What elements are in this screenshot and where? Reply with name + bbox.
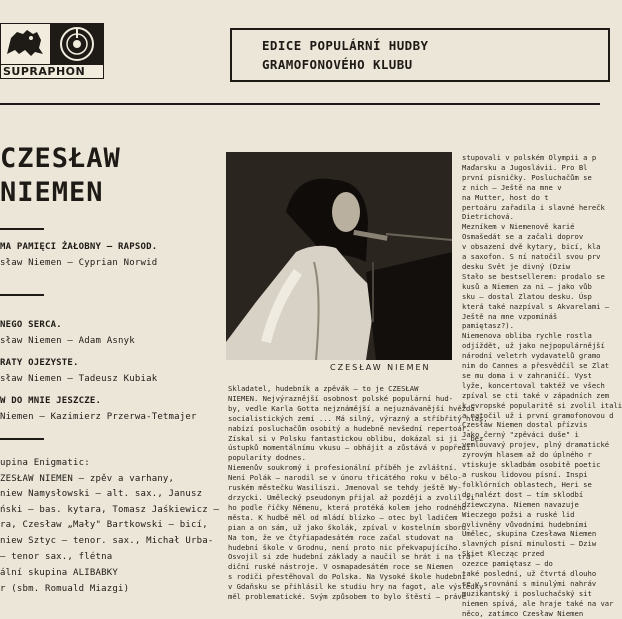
article-line: diční ruské nástroje. V osmapadesátém roce se Niemen xyxy=(228,562,454,572)
article-line: desku Svět je divný (Dziw xyxy=(462,261,571,271)
article-line: Maďarsku a Jugoslávii. Pro Bl xyxy=(462,162,588,172)
article-line: Osmašedát se a začali doprov xyxy=(462,232,584,242)
article-line: Získal si v Polsku fantastickou oblibu, dokázal si ji – bez xyxy=(228,433,484,443)
article-line: do nalézt dost – tím sklodbí xyxy=(462,489,584,499)
article-line: Umělec, skupina Czesława Niemen xyxy=(462,529,597,539)
article-line: města. K hudbě měl od mládí blízko – otec byl ladičem xyxy=(228,512,458,522)
personnel-line-2: niew Namysłowski – alt. sax., Janusz xyxy=(0,489,203,499)
article-line: zpíval se cti také v západních zem xyxy=(462,390,610,400)
track-4-credits: Niemen – Kazimierz Przerwa-Tetmajer xyxy=(0,412,197,422)
article-line: drzycki. Umělecký pseudonym přijal až později a zvolil si xyxy=(228,492,475,502)
artist-last-name: NIEMEN xyxy=(0,177,104,208)
article-line: ovlivněny vůvodními hudebními xyxy=(462,519,588,529)
artist-photo xyxy=(226,152,452,360)
article-line: Skiet Klecząc przed xyxy=(462,549,545,559)
article-line: pian a on sám, už jako školák, zpíval v kostelním sboru. xyxy=(228,522,471,532)
article-line: Osvojil si zde hudební základy a naučil se hrát i na tra- xyxy=(228,552,475,562)
article-line: nabízí posluchačům osobitý a hudebně nevšední repertoár. xyxy=(228,423,471,433)
article-line: Niemenova obliba rychle rostla xyxy=(462,331,592,341)
personnel-line-8: r (sbm. Romuald Miazgi) xyxy=(0,584,130,594)
article-line: popularity dodnes. xyxy=(228,453,306,463)
personnel-line-4: ra, Czesław „Mały" Bartkowski – bicí, xyxy=(0,520,208,530)
article-line: Wieczego požsi a ruské lid xyxy=(462,509,575,519)
article-line: ho podle říčky Němenu, která protéká kolem jeho rodného xyxy=(228,502,466,512)
track-3-credits: sław Niemen – Tadeusz Kubiak xyxy=(0,374,158,384)
article-line: která také nazpíval s Akvarelami – xyxy=(462,301,610,311)
article-line: s rodiči přestěhoval do Polska. Na Vysoké škole hudební xyxy=(228,572,466,582)
article-line: hudební škole v Grodnu, není proto nic překvapujícího. xyxy=(228,542,462,552)
personnel-line-3: ński – bas. kytara, Tomasz Jaśkiewicz – xyxy=(0,505,220,515)
article-line: sku – dostal Zlatou desku. Úsp xyxy=(462,291,592,301)
article-line: Stało se bestsellerem: prodalo se xyxy=(462,271,605,281)
article-line: a saxofon. S ní natočil svou prv xyxy=(462,252,601,262)
article-line: ozezce pamiętasz – do xyxy=(462,559,553,569)
article-line: měl problematické. Svým způsobem to bylo štěstí – právě xyxy=(228,592,466,602)
tracklist-divider-2 xyxy=(0,294,44,296)
track-4-title: W DO MNIE JESZCZE. xyxy=(0,396,102,406)
article-line: odjíždět, už jako nejpopulárnější xyxy=(462,341,605,351)
personnel-line-6: – tenor sax., flétna xyxy=(0,552,113,562)
article-line: Na tom, že ve čtyřiapadesátém roce začal studovat na xyxy=(228,532,454,542)
band-heading: upina Enigmatic: xyxy=(0,458,90,468)
article-line: se v srovnání s minulými nahráv xyxy=(462,578,597,588)
article-line: z nich – Ještě na mne v xyxy=(462,182,562,192)
record-disc-icon xyxy=(51,24,103,64)
article-line: stupovali v polském Olympii a p xyxy=(462,153,597,162)
article-line: pertoáru zařadila i slavné herečk xyxy=(462,202,605,212)
article-line: NIEMEN. Nejvýraznější osobnost polské populární hud- xyxy=(228,393,454,403)
edition-line-1: EDICE POPULÁRNÍ HUDBY xyxy=(262,38,429,53)
article-line: slavných písní minulosti – Dziw xyxy=(462,539,597,549)
personnel-line-1: ZESŁAW NIEMEN – zpěv a varhany, xyxy=(0,474,175,484)
article-line: ruském městečku Wasiliszi. Jmenoval se tehdy ještě Wy- xyxy=(228,483,462,493)
article-line: Ještě na mne vzpomínáš xyxy=(462,311,558,321)
article-line: národní veletrh vydavatelů gramo xyxy=(462,351,601,361)
article-line: na Mutter, host do t xyxy=(462,192,549,202)
artist-name xyxy=(0,142,121,210)
personnel-line-5: niew Sztyc – tenor. sax., Michał Urba- xyxy=(0,536,214,546)
article-line: v obsazení dvě kytary, bicí, kla xyxy=(462,242,601,252)
track-3-title: RATY OJEZYSTE. xyxy=(0,358,79,368)
article-line: vemlouvavý projev, plný dramatické xyxy=(462,440,610,450)
article-line: Niemenův soukromý i profesionální příběh je zvláštní. xyxy=(228,463,458,473)
article-line: Dietrichová. xyxy=(462,212,514,222)
article-column-1 xyxy=(228,384,488,602)
article-line: muzikantský i posluchačský sit xyxy=(462,588,592,598)
article-line: ústupků momentálnímu vkusu – obhájit a zůstává v popředí xyxy=(228,443,471,453)
article-line: by, vedle Karla Gotta nejznámější a nejuznávanější hvězda xyxy=(228,403,475,413)
header-divider xyxy=(0,103,600,105)
tracklist-divider-1 xyxy=(0,228,44,230)
track-1-title: MA PAMIĘCI ŻAŁOBNY – RAPSOD. xyxy=(0,242,158,252)
article-line: Není Polák – narodil se v únoru třicátého roku v bělo- xyxy=(228,473,462,483)
artist-first-name: CZESŁAW xyxy=(0,143,121,174)
article-column-2 xyxy=(462,153,622,619)
track-1-credits: sław Niemen – Cyprian Norwid xyxy=(0,258,158,268)
lion-emblem-icon xyxy=(1,24,51,64)
track-2-title: NEGO SERCA. xyxy=(0,320,62,330)
article-line: a ruskou lidovou písní. Inspi xyxy=(462,470,588,479)
personnel-line-7: ální skupina ALIBABKY xyxy=(0,568,118,578)
supraphon-logo xyxy=(0,23,104,79)
article-line: také poslední, už čtvrtá dlouho xyxy=(462,569,597,579)
article-line: se mu doma i v zahraničí. Vyst xyxy=(462,370,592,380)
article-line: socialistických zemí ... Má silný, výrazný a stříbřitý hlas, xyxy=(228,413,488,423)
article-line: lyže, koncertoval taktéž ve všech xyxy=(462,380,605,390)
tracklist-divider-3 xyxy=(0,438,44,440)
article-line: Jako černý "zpěváci duše" i xyxy=(462,430,579,440)
edition-box xyxy=(230,28,610,82)
logo-label: SUPRAPHON xyxy=(1,64,103,78)
article-line: Czesław Niemen dostal přízvis xyxy=(462,420,588,430)
article-line: nim do Cannes a přesvědčil se Zlat xyxy=(462,361,610,371)
article-line: zyrovým hlasem až do úplného r xyxy=(462,450,592,460)
article-line: k evropské popularitě si zvolil itali xyxy=(462,400,622,410)
edition-line-2: GRAMOFONOVÉHO KLUBU xyxy=(262,57,413,72)
article-line: a natočil už i první gramofonovou d xyxy=(462,410,614,420)
article-line: niemen spívá, ale hraje také na var xyxy=(462,598,614,608)
track-2-credits: sław Niemen – Adam Asnyk xyxy=(0,336,135,346)
photo-caption: CZESŁAW NIEMEN xyxy=(330,363,431,372)
article-line: Skladatel, hudebník a zpěvák – to je CZESŁAW xyxy=(228,384,419,393)
article-line: pamiętasz?). xyxy=(462,321,514,331)
article-line: vtiskuje skladbám osobitě poetic xyxy=(462,460,601,470)
article-line: první písničky. Posluchačům se xyxy=(462,172,592,182)
article-line: folklórních oblastech, Heri se xyxy=(462,479,592,489)
article-line: Mezníkem v Niemenově karié xyxy=(462,222,575,232)
article-line: dziewczyna. Niemen navazuje xyxy=(462,499,579,509)
article-line: něco, zatímco Czesław Niemen xyxy=(462,608,584,618)
article-line: kusů a Niemen za ni – jako vůb xyxy=(462,281,592,291)
article-line: v Gdaňsku se přihlásil ke studiu hry na fagot, ale výsledky xyxy=(228,582,484,592)
